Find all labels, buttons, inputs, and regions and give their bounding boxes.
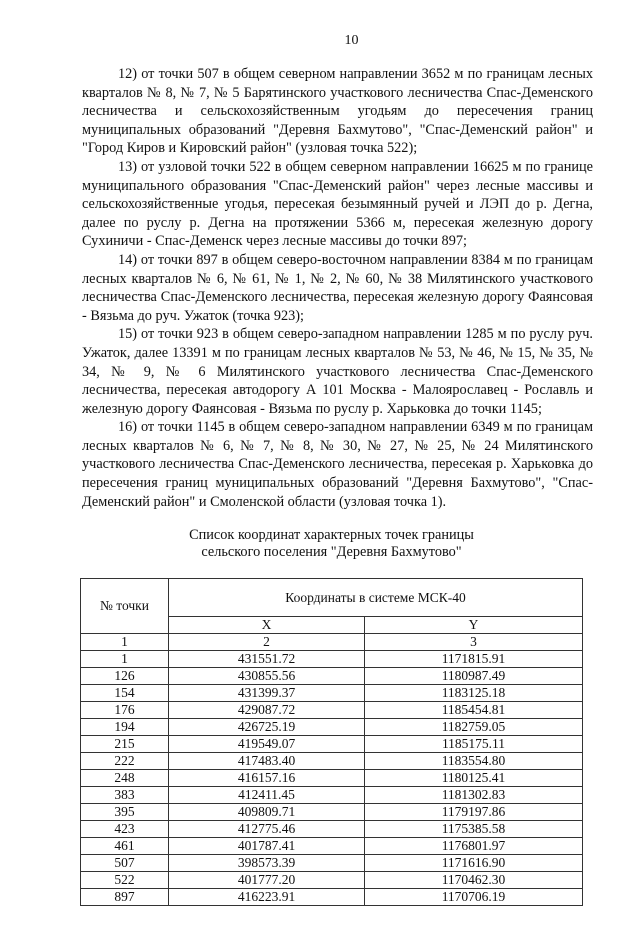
table-row <box>81 702 583 719</box>
paragraph-15: 15) от точки 923 в общем северо-западном направлении 1285 м по руслу руч. Ужаток, далее 13391 м по границам лесных кварталов № 53, № 46, № 15, № 35, № 34, № 9, № 6 Милятинского участкового лесничества Спас-Деменского лесничества, пересекая автодорогу А 101 Москва - Малоярославец - Рославль и железную дорогу Фаянсовая - Вязьма по руслу р. Харьковка до точки 1145; <box>82 326 593 417</box>
x-cell: 419549.07 <box>169 736 365 753</box>
point-cell: 522 <box>81 872 169 889</box>
paragraph-14: 14) от точки 897 в общем северо-восточном направлении 8384 м по границам лесных кварталов № 6, № 61, № 1, № 2, № 60, № 38 Милятинского участкового лесничества Спас-Деменского лесничества, пересекая железную дорогу Фаянсовая - Вязьма до руч. Ужаток (точка 923); <box>82 251 593 324</box>
paragraph-16: 16) от точки 1145 в общем северо-западном направлении 6349 м по границам лесных кварталов № 6, № 7, № 8, № 30, № 27, № 25, № 24 Милятинского участкового лесничества Спас-Деменского лесничества, пересекая р. Харьковка до пересечения границ муниципальных образований "Деревня Бахмутово", "Спас-Деменский район" и Смоленской области (узловая точка 1). <box>82 419 593 510</box>
table-row <box>81 787 583 804</box>
table-row <box>81 889 583 906</box>
x-cell: 431399.37 <box>169 685 365 702</box>
y-cell: 1180125.41 <box>365 770 583 787</box>
y-cell: 1171815.91 <box>365 651 583 668</box>
x-cell: 416223.91 <box>169 889 365 906</box>
table-row <box>81 872 583 889</box>
y-cell: 1185454.81 <box>365 702 583 719</box>
table-row <box>81 821 583 838</box>
x-cell: 416157.16 <box>169 770 365 787</box>
table-row <box>81 651 583 668</box>
x-cell: 398573.39 <box>169 855 365 872</box>
x-cell: 426725.19 <box>169 719 365 736</box>
point-cell: 176 <box>81 702 169 719</box>
y-cell: 1179197.86 <box>365 804 583 821</box>
header-x: X <box>169 617 365 634</box>
table-row <box>81 685 583 702</box>
y-cell: 1181302.83 <box>365 787 583 804</box>
x-cell: 430855.56 <box>169 668 365 685</box>
x-cell: 431551.72 <box>169 651 365 668</box>
coordinates-table <box>80 578 583 906</box>
point-cell: 383 <box>81 787 169 804</box>
point-cell: 154 <box>81 685 169 702</box>
table-title <box>80 527 583 561</box>
y-cell: 1180987.49 <box>365 668 583 685</box>
document-body <box>82 65 593 511</box>
x-cell: 401787.41 <box>169 838 365 855</box>
header-y: Y <box>365 617 583 634</box>
y-cell: 1170462.30 <box>365 872 583 889</box>
table-row <box>81 770 583 787</box>
x-cell: 409809.71 <box>169 804 365 821</box>
paragraph-13: 13) от узловой точки 522 в общем северном направлении 16625 м по границе муниципального образования "Спас-Деменский район" через лесные массивы и сельскохозяйственные угодья, пересекая безымянный ручей и ЛЭП до р. Дегна, далее по руслу р. Дегна на протяжении 5366 м, пересекая железную дорогу Сухиничи - Спас-Деменск через лесные массивы до точки 897; <box>82 158 593 250</box>
y-cell: 1185175.11 <box>365 736 583 753</box>
point-cell: 194 <box>81 719 169 736</box>
page-number: 10 <box>344 33 359 48</box>
point-cell: 1 <box>81 651 169 668</box>
x-cell: 401777.20 <box>169 872 365 889</box>
y-cell: 1175385.58 <box>365 821 583 838</box>
y-cell: 1170706.19 <box>365 889 583 906</box>
index-cell: 2 <box>169 634 365 651</box>
table-row <box>81 804 583 821</box>
point-cell: 423 <box>81 821 169 838</box>
header-point-number: № точки <box>81 579 169 634</box>
x-cell: 412775.46 <box>169 821 365 838</box>
point-cell: 126 <box>81 668 169 685</box>
paragraph-12: 12) от точки 507 в общем северном направлении 3652 м по границам лесных кварталов № 8, № 7, № 5 Барятинского участкового лесничества Спас-Деменского лесничества и сельскохозяйственным угодьям до пересечения границ муниципальных образований "Деревня Бахмутово", "Спас-Деменский район" и "Город Киров и Кировский район" (узловая точка 522); <box>82 66 593 157</box>
point-cell: 222 <box>81 753 169 770</box>
point-cell: 507 <box>81 855 169 872</box>
point-cell: 395 <box>81 804 169 821</box>
x-cell: 417483.40 <box>169 753 365 770</box>
header-coordinates: Координаты в системе МСК-40 <box>169 579 583 617</box>
y-cell: 1182759.05 <box>365 719 583 736</box>
point-cell: 897 <box>81 889 169 906</box>
table-title-line: Список координат характерных точек границы <box>189 527 474 544</box>
y-cell: 1183125.18 <box>365 685 583 702</box>
x-cell: 412411.45 <box>169 787 365 804</box>
index-row <box>81 634 583 651</box>
x-cell: 429087.72 <box>169 702 365 719</box>
table-row <box>81 753 583 770</box>
point-cell: 461 <box>81 838 169 855</box>
table-row <box>81 838 583 855</box>
index-cell: 3 <box>365 634 583 651</box>
y-cell: 1183554.80 <box>365 753 583 770</box>
table-title-line: сельского поселения "Деревня Бахмутово" <box>201 544 462 561</box>
index-cell: 1 <box>81 634 169 651</box>
point-cell: 215 <box>81 736 169 753</box>
point-cell: 248 <box>81 770 169 787</box>
y-cell: 1171616.90 <box>365 855 583 872</box>
table-row <box>81 668 583 685</box>
y-cell: 1176801.97 <box>365 838 583 855</box>
table-row <box>81 855 583 872</box>
table-row <box>81 719 583 736</box>
table-row <box>81 736 583 753</box>
